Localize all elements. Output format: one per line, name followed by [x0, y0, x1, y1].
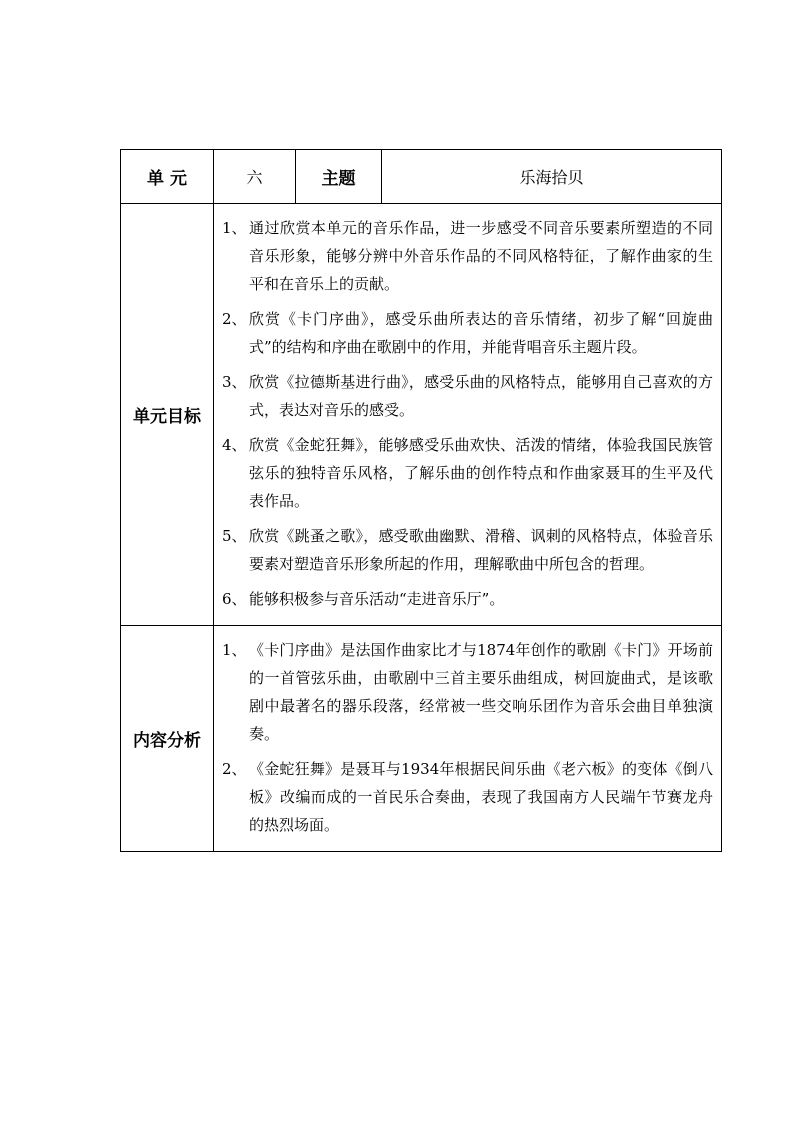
analysis-row [121, 626, 722, 852]
analysis-item-number: 2、 [222, 760, 247, 778]
unit-label: 单 元 [121, 150, 214, 204]
analysis-item [222, 755, 713, 839]
analysis-label: 内容分析 [121, 626, 214, 852]
goal-item-text: 能够积极参与音乐活动“走进音乐厅”。 [249, 590, 505, 608]
goal-item-text: 欣赏《拉德斯基进行曲》，感受乐曲的风格特点，能够用自己喜欢的方式，表达对音乐的感受。 [249, 373, 713, 419]
goal-item-number: 1、 [222, 219, 247, 237]
goal-item-number: 5、 [222, 527, 247, 545]
goal-item-text: 欣赏《跳蚤之歌》，感受歌曲幽默、滑稽、讽刺的风格特点，体验音乐要素对塑造音乐形象所起的作用，理解歌曲中所包含的哲理。 [249, 527, 713, 573]
theme-label: 主题 [296, 150, 382, 204]
goal-item-number: 3、 [222, 373, 247, 391]
goal-item-number: 4、 [222, 436, 247, 454]
header-row [121, 150, 722, 204]
goal-item [222, 522, 713, 578]
goal-item [222, 368, 713, 424]
analysis-item [222, 636, 713, 748]
goals-content [214, 204, 722, 626]
analysis-item-text: 《金蛇狂舞》是聂耳与1934年根据民间乐曲《老六板》的变体《倒八板》改编而成的一首民乐合奏曲，表现了我国南方人民端午节赛龙舟的热烈场面。 [249, 760, 713, 834]
unit-value: 六 [214, 150, 296, 204]
goal-item-number: 2、 [222, 310, 247, 328]
goal-item-text: 通过欣赏本单元的音乐作品，进一步感受不同音乐要素所塑造的不同音乐形象，能够分辨中外音乐作品的不同风格特征，了解作曲家的生平和在音乐上的贡献。 [249, 219, 713, 293]
unit-plan-table [120, 149, 722, 852]
goal-item [222, 585, 713, 613]
theme-value: 乐海拾贝 [382, 150, 722, 204]
analysis-content [214, 626, 722, 852]
analysis-item-text: 《卡门序曲》是法国作曲家比才与1874年创作的歌剧《卡门》开场前的一首管弦乐曲，由歌剧中三首主要乐曲组成，树回旋曲式，是该歌剧中最著名的器乐段落，经常被一些交响乐团作为音乐会曲目单独演奏。 [249, 641, 713, 743]
goal-item-text: 欣赏《金蛇狂舞》，能够感受乐曲欢快、活泼的情绪，体验我国民族管弦乐的独特音乐风格，了解乐曲的创作特点和作曲家聂耳的生平及代表作品。 [249, 436, 713, 510]
goal-item [222, 214, 713, 298]
goal-item-text: 欣赏《卡门序曲》，感受乐曲所表达的音乐情绪，初步了解“回旋曲式”的结构和序曲在歌剧中的作用，并能背唱音乐主题片段。 [249, 310, 713, 356]
goals-label: 单元目标 [121, 204, 214, 626]
analysis-item-number: 1、 [222, 641, 247, 659]
goals-row [121, 204, 722, 626]
goal-item [222, 431, 713, 515]
goal-item [222, 305, 713, 361]
goal-item-number: 6、 [222, 590, 247, 608]
